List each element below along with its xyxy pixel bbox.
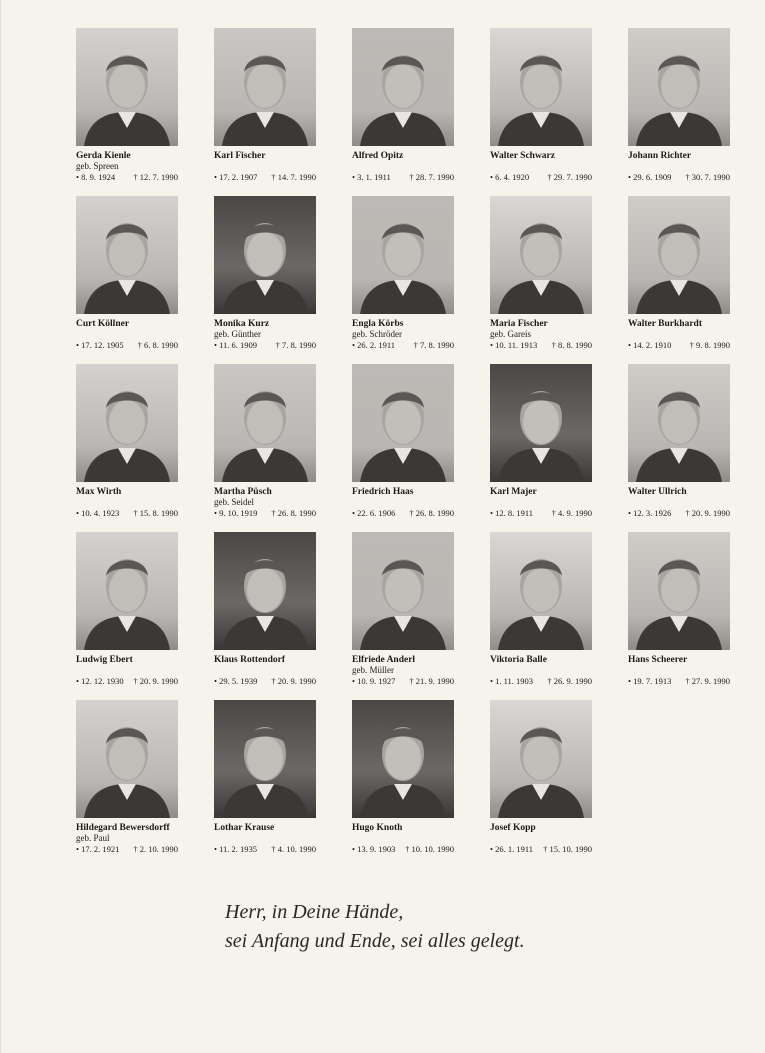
person-name: Josef Kopp [490, 823, 536, 833]
obituary-grid [76, 28, 740, 868]
portrait-photo [214, 28, 316, 146]
death-date: † 15. 10. 1990 [543, 844, 592, 854]
life-dates [76, 172, 180, 183]
death-date: † 26. 8. 1990 [409, 508, 454, 518]
person-name: Max Wirth [76, 487, 122, 497]
person-card [214, 700, 318, 868]
portrait-photo [76, 196, 178, 314]
life-dates [490, 844, 594, 855]
portrait-photo [628, 28, 730, 146]
portrait-photo [76, 364, 178, 482]
person-name: Walter Burkhardt [628, 319, 702, 329]
life-dates [214, 508, 318, 519]
death-date: † 20. 9. 1990 [271, 676, 316, 686]
portrait-photo [628, 196, 730, 314]
portrait-photo [76, 532, 178, 650]
birth-date: • 9. 10. 1919 [214, 508, 258, 518]
person-name: Maria Fischer [490, 319, 548, 329]
person-name: Alfred Opitz [352, 151, 404, 161]
death-date: † 21. 9. 1990 [409, 676, 454, 686]
person-card [76, 700, 180, 868]
life-dates [76, 844, 180, 855]
person-card [628, 196, 732, 364]
death-date: † 26. 8. 1990 [271, 508, 316, 518]
birth-date: • 12. 8. 1911 [490, 508, 534, 518]
page-fold-line [0, 0, 1, 1053]
death-date: † 7. 8. 1990 [413, 340, 454, 350]
closing-verse [225, 898, 525, 956]
life-dates [352, 844, 456, 855]
life-dates [352, 676, 456, 687]
death-date: † 27. 9. 1990 [685, 676, 730, 686]
death-date: † 7. 8. 1990 [275, 340, 316, 350]
portrait-photo [214, 700, 316, 818]
person-name: Engla Körbs [352, 319, 404, 329]
birth-date: • 17. 2. 1921 [76, 844, 120, 854]
person-card [490, 364, 594, 532]
person-name: Walter Schwarz [490, 151, 555, 161]
life-dates [490, 508, 594, 519]
life-dates [490, 676, 594, 687]
person-name: Johann Richter [628, 151, 692, 161]
person-card [76, 196, 180, 364]
life-dates [490, 340, 594, 351]
portrait-photo [352, 532, 454, 650]
death-date: † 12. 7. 1990 [133, 172, 178, 182]
person-name: Hildegard Bewersdorff [76, 823, 170, 833]
portrait-photo [76, 28, 178, 146]
person-name: Friedrich Haas [352, 487, 414, 497]
person-card [214, 364, 318, 532]
maiden-name: geb. Müller [352, 665, 394, 675]
birth-date: • 29. 6. 1909 [628, 172, 672, 182]
birth-date: • 1. 11. 1903 [490, 676, 534, 686]
birth-date: • 10. 9. 1927 [352, 676, 396, 686]
death-date: † 20. 9. 1990 [685, 508, 730, 518]
person-name: Hans Scheerer [628, 655, 688, 665]
portrait-photo [214, 196, 316, 314]
birth-date: • 26. 2. 1911 [352, 340, 396, 350]
birth-date: • 11. 2. 1935 [214, 844, 258, 854]
person-card [352, 700, 456, 868]
person-card [214, 532, 318, 700]
birth-date: • 12. 12. 1930 [76, 676, 124, 686]
person-card [490, 700, 594, 868]
birth-date: • 8. 9. 1924 [76, 172, 116, 182]
death-date: † 20. 9. 1990 [133, 676, 178, 686]
birth-date: • 13. 9. 1903 [352, 844, 396, 854]
portrait-photo [628, 364, 730, 482]
portrait-photo [490, 532, 592, 650]
person-name: Hugo Knoth [352, 823, 403, 833]
person-name: Martha Püsch [214, 487, 272, 497]
birth-date: • 6. 4. 1920 [490, 172, 530, 182]
portrait-photo [352, 196, 454, 314]
portrait-photo [352, 364, 454, 482]
life-dates [214, 172, 318, 183]
death-date: † 4. 9. 1990 [551, 508, 592, 518]
person-name: Gerda Kienle [76, 151, 131, 161]
maiden-name: geb. Seidel [214, 497, 254, 507]
death-date: † 4. 10. 1990 [271, 844, 316, 854]
death-date: † 8. 8. 1990 [551, 340, 592, 350]
portrait-photo [214, 532, 316, 650]
maiden-name: geb. Paul [76, 833, 110, 843]
portrait-photo [352, 28, 454, 146]
person-card [214, 28, 318, 196]
portrait-photo [490, 196, 592, 314]
birth-date: • 10. 4. 1923 [76, 508, 120, 518]
death-date: † 14. 7. 1990 [271, 172, 316, 182]
maiden-name: geb. Schröder [352, 329, 402, 339]
person-card [76, 364, 180, 532]
portrait-photo [490, 700, 592, 818]
person-name: Elfriede Anderl [352, 655, 416, 665]
life-dates [628, 508, 732, 519]
person-card [628, 28, 732, 196]
person-name: Curt Köllner [76, 319, 130, 329]
death-date: † 6. 8. 1990 [137, 340, 178, 350]
person-card [352, 532, 456, 700]
person-card [352, 364, 456, 532]
life-dates [76, 676, 180, 687]
person-name: Karl Majer [490, 487, 537, 497]
portrait-photo [352, 700, 454, 818]
person-name: Monika Kurz [214, 319, 270, 329]
portrait-photo [490, 364, 592, 482]
maiden-name: geb. Spreen [76, 161, 119, 171]
birth-date: • 14. 2. 1910 [628, 340, 672, 350]
person-card [214, 196, 318, 364]
birth-date: • 3. 1. 1911 [352, 172, 391, 182]
birth-date: • 11. 6. 1909 [214, 340, 258, 350]
birth-date: • 29. 5. 1939 [214, 676, 258, 686]
verse-line-2: sei Anfang und Ende, sei alles gelegt. [225, 930, 525, 952]
maiden-name: geb. Gareis [490, 329, 531, 339]
death-date: † 30. 7. 1990 [685, 172, 730, 182]
portrait-photo [76, 700, 178, 818]
death-date: † 15. 8. 1990 [133, 508, 178, 518]
person-card [490, 532, 594, 700]
birth-date: • 26. 1. 1911 [490, 844, 534, 854]
person-name: Lothar Krause [214, 823, 275, 833]
life-dates [214, 676, 318, 687]
life-dates [352, 340, 456, 351]
death-date: † 28. 7. 1990 [409, 172, 454, 182]
life-dates [628, 172, 732, 183]
life-dates [352, 172, 456, 183]
portrait-photo [214, 364, 316, 482]
person-card [76, 28, 180, 196]
death-date: † 29. 7. 1990 [547, 172, 592, 182]
person-name: Walter Ullrich [628, 487, 687, 497]
person-card [76, 532, 180, 700]
portrait-photo [628, 532, 730, 650]
birth-date: • 10. 11. 1913 [490, 340, 538, 350]
person-card [352, 196, 456, 364]
person-card [628, 364, 732, 532]
life-dates [214, 844, 318, 855]
person-name: Karl Fischer [214, 151, 266, 161]
life-dates [352, 508, 456, 519]
life-dates [214, 340, 318, 351]
death-date: † 2. 10. 1990 [133, 844, 178, 854]
person-name: Ludwig Ebert [76, 655, 133, 665]
person-card [490, 28, 594, 196]
birth-date: • 22. 6. 1906 [352, 508, 396, 518]
life-dates [76, 508, 180, 519]
person-card [490, 196, 594, 364]
death-date: † 9. 8. 1990 [689, 340, 730, 350]
person-name: Klaus Rottendorf [214, 655, 285, 665]
death-date: † 10. 10. 1990 [405, 844, 454, 854]
portrait-photo [490, 28, 592, 146]
death-date: † 26. 9. 1990 [547, 676, 592, 686]
birth-date: • 17. 12. 1905 [76, 340, 124, 350]
life-dates [76, 340, 180, 351]
birth-date: • 17. 2. 1907 [214, 172, 258, 182]
verse-line-1: Herr, in Deine Hände, [225, 901, 404, 923]
birth-date: • 12. 3. 1926 [628, 508, 672, 518]
person-name: Viktoria Balle [490, 655, 547, 665]
person-card [628, 532, 732, 700]
maiden-name: geb. Günther [214, 329, 261, 339]
life-dates [628, 676, 732, 687]
birth-date: • 19. 7. 1913 [628, 676, 672, 686]
person-card [352, 28, 456, 196]
life-dates [628, 340, 732, 351]
life-dates [490, 172, 594, 183]
